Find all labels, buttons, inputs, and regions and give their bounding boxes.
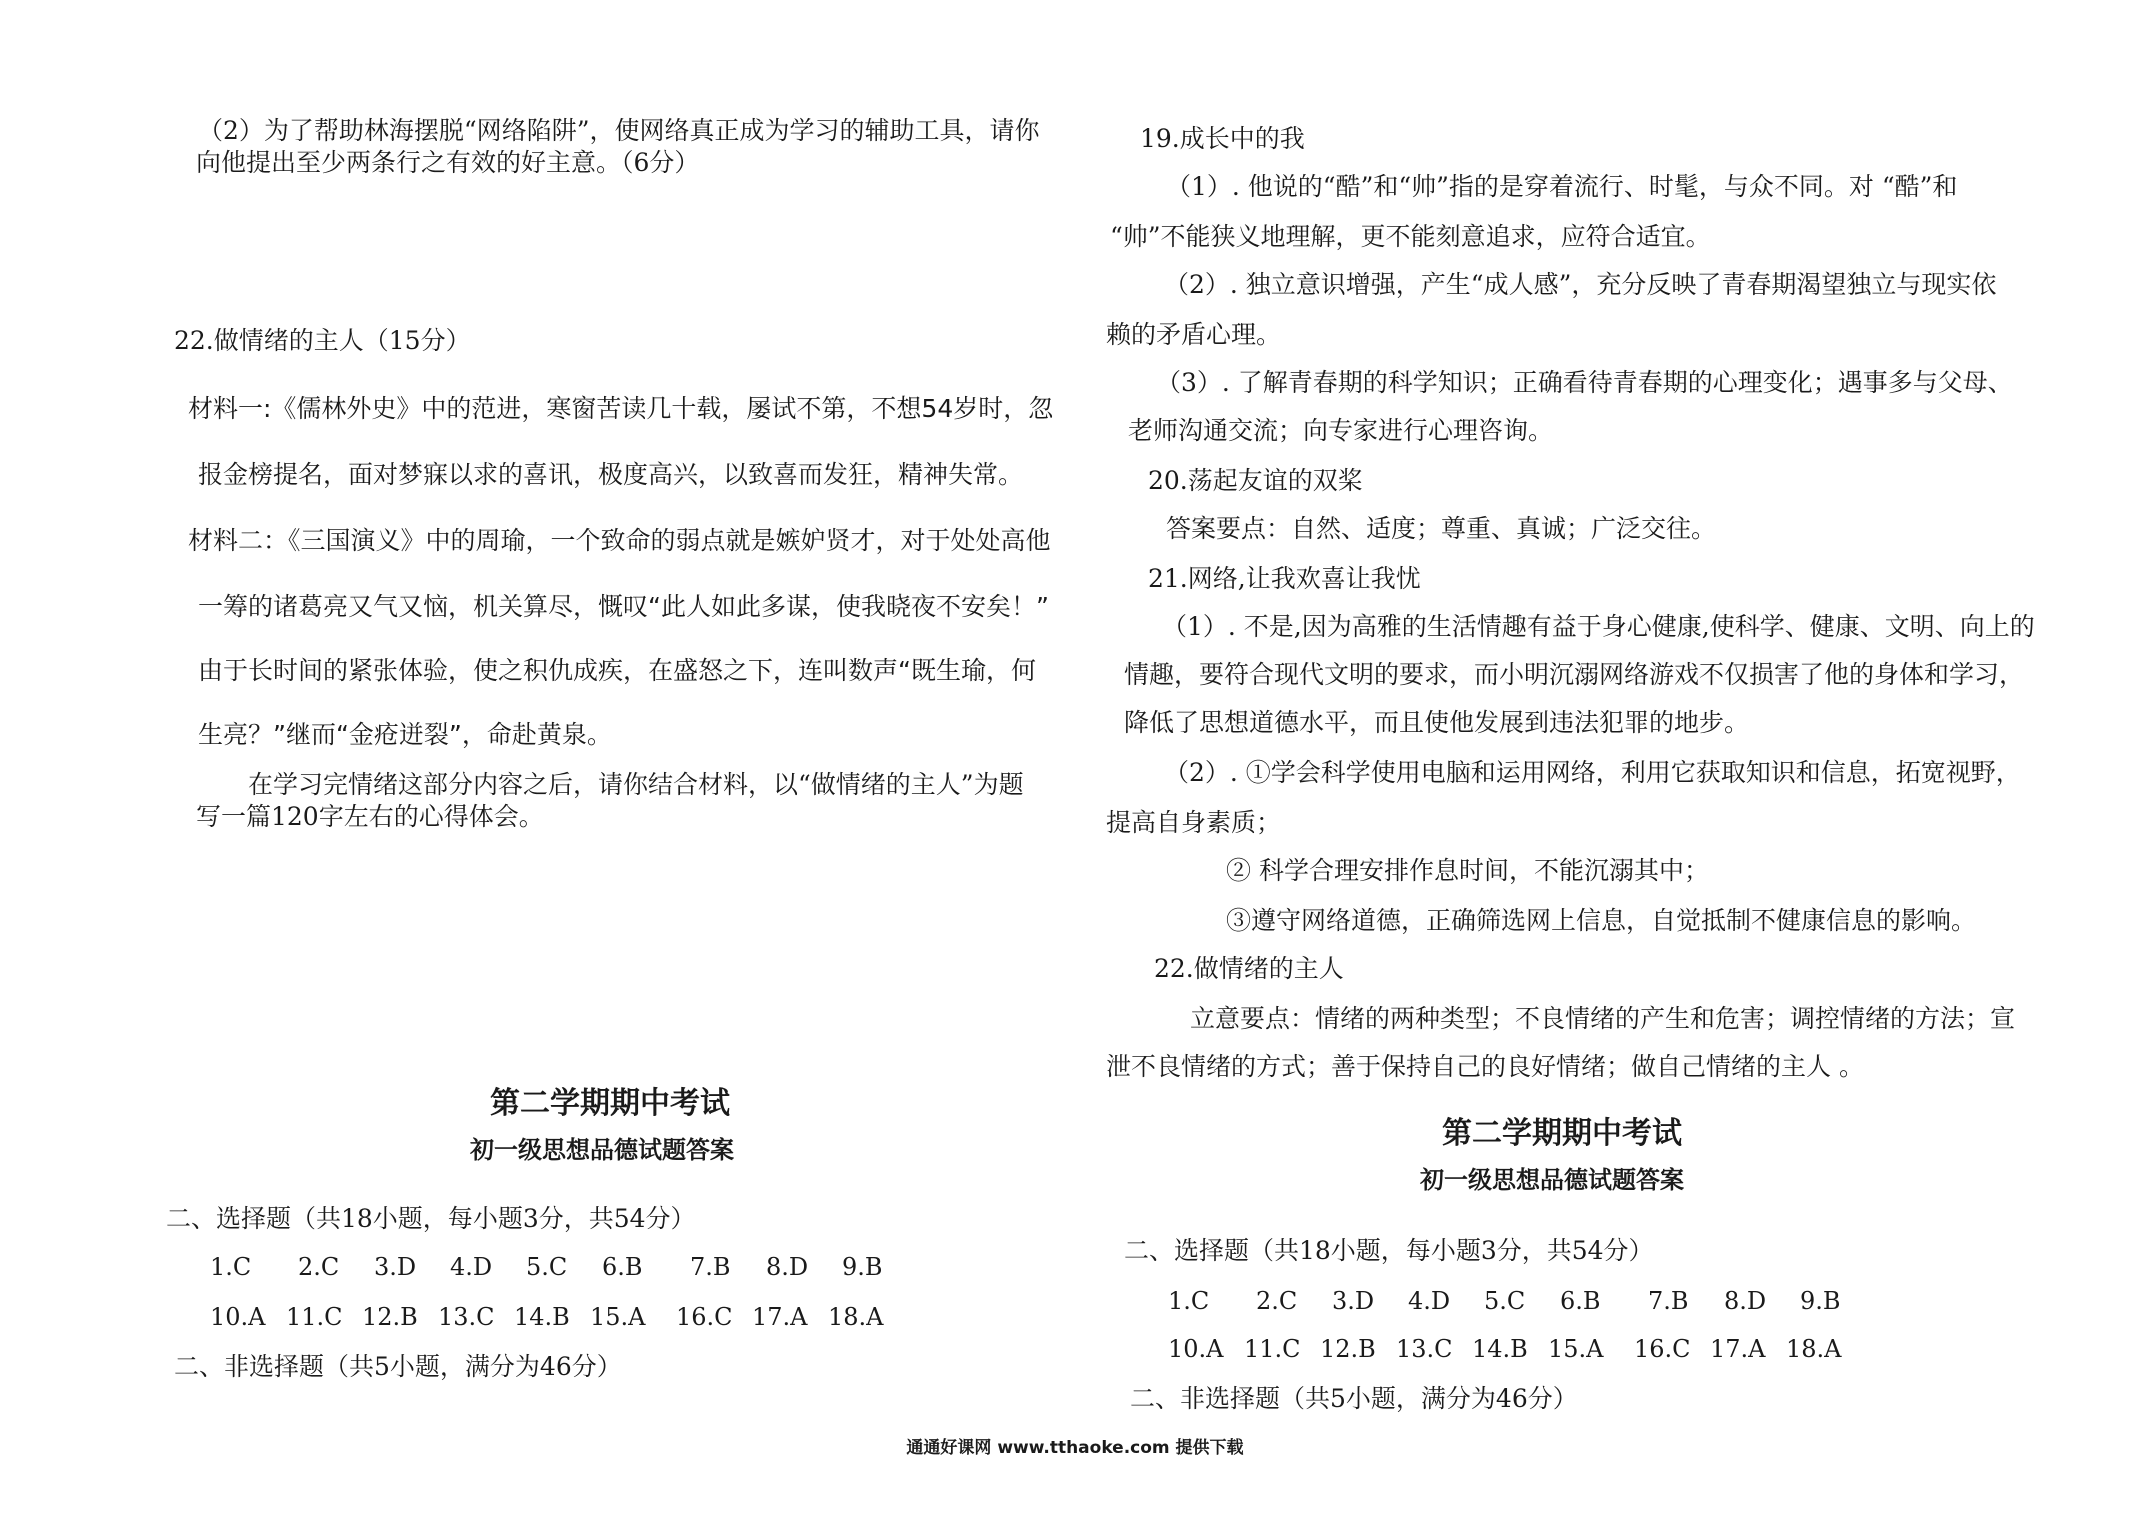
answer-item: 15.A: [1548, 1335, 1604, 1363]
answer-item: 5.C: [1484, 1287, 1526, 1315]
q19-2-line2: 赖的矛盾心理。: [1106, 320, 1282, 349]
material2-line1: 材料二：《三国演义》中的周瑜，一个致命的弱点就是嫉妒贤才，对于处处高他: [188, 526, 1051, 555]
answer-section1-left: 二、选择题（共18小题，每小题3分，共54分）: [166, 1204, 696, 1233]
answer-item: 3.D: [1332, 1287, 1375, 1315]
answer-item: 4.D: [450, 1253, 493, 1281]
q21-2-line2: 提高自身素质；: [1106, 808, 1282, 837]
answer-item: 2.C: [1256, 1287, 1298, 1315]
answer-item: 14.B: [1472, 1335, 1528, 1363]
material2-line2: 一筹的诸葛亮又气又恼，机关算尽，慨叹“此人如此多谋，使我晓夜不安矣！”: [198, 592, 1049, 621]
answer-item: 1.C: [1168, 1287, 1210, 1315]
answer-key-title-left: 第二学期期中考试: [490, 1086, 730, 1121]
answer-item: 8.D: [1724, 1287, 1767, 1315]
answer-item: 11.C: [286, 1303, 343, 1331]
q21-2-line3: ② 科学合理安排作息时间，不能沉溺其中；: [1226, 856, 1709, 885]
q22-answer-line2: 泄不良情绪的方式；善于保持自己的良好情绪；做自己情绪的主人 。: [1106, 1052, 1864, 1081]
answer-key-subtitle-right: 初一级思想品德试题答案: [1420, 1166, 1684, 1194]
q19-3-line1: （3）. 了解青春期的科学知识；正确看待青春期的心理变化；遇事多与父母、: [1156, 368, 2013, 397]
material2-line3: 由于长时间的紧张体验，使之积仇成疾，在盛怒之下，连叫数声“既生瑜，何: [198, 656, 1036, 685]
answer-item: 14.B: [514, 1303, 570, 1331]
q19-1-line1: （1）. 他说的“酷”和“帅”指的是穿着流行、时髦，与众不同。对 “酷”和: [1166, 172, 1958, 201]
q22-answer-line1: 立意要点：情绪的两种类型；不良情绪的产生和危害；调控情绪的方法；宣: [1190, 1004, 2016, 1033]
q22-answer-title: 22.做情绪的主人: [1154, 954, 1344, 983]
q19-3-line2: 老师沟通交流；向专家进行心理咨询。: [1128, 416, 1554, 445]
answer-key-subtitle-left: 初一级思想品德试题答案: [470, 1136, 734, 1164]
q19-title: 19.成长中的我: [1140, 124, 1305, 153]
q21-1-line2: 情趣，要符合现代文明的要求，而小明沉溺网络游戏不仅损害了他的身体和学习，: [1124, 660, 2025, 689]
footer-credit: 通通好课网 www.tthaoke.com 提供下载: [906, 1438, 1244, 1458]
answer-item: 10.A: [1168, 1335, 1224, 1363]
instruction-line1: 在学习完情绪这部分内容之后，请你结合材料，以“做情绪的主人”为题: [248, 770, 1024, 799]
answer-item: 9.B: [1800, 1287, 1841, 1315]
material1-line2: 报金榜提名，面对梦寐以求的喜讯，极度高兴，以致喜而发狂，精神失常。: [198, 460, 1024, 489]
answer-item: 9.B: [842, 1253, 883, 1281]
answer-row1-left: [210, 1250, 910, 1284]
q21-2-line1: （2）. ①学会科学使用电脑和运用网络，利用它获取知识和信息，拓宽视野，: [1164, 758, 2021, 787]
answer-item: 15.A: [590, 1303, 646, 1331]
answer-item: 3.D: [374, 1253, 417, 1281]
instruction-line2: 写一篇120字左右的心得体会。: [196, 802, 544, 831]
material2-line4: 生亮？”继而“金疮迸裂”，命赴黄泉。: [198, 720, 612, 749]
answer-item: 17.A: [1710, 1335, 1766, 1363]
answer-section1-right: 二、选择题（共18小题，每小题3分，共54分）: [1124, 1236, 1654, 1265]
answer-item: 4.D: [1408, 1287, 1451, 1315]
q21-title: 21.网络,让我欢喜让我忧: [1148, 564, 1421, 593]
answer-item: 18.A: [828, 1303, 884, 1331]
answer-row1-right: [1168, 1284, 1868, 1318]
answer-section2-right: 二、非选择题（共5小题，满分为46分）: [1130, 1384, 1578, 1413]
answer-item: 2.C: [298, 1253, 340, 1281]
answer-item: 7.B: [1648, 1287, 1689, 1315]
answer-item: 18.A: [1786, 1335, 1842, 1363]
answer-row2-left: [210, 1300, 910, 1334]
answer-item: 11.C: [1244, 1335, 1301, 1363]
answer-item: 13.C: [1396, 1335, 1453, 1363]
q21-1-line1: （1）. 不是,因为高雅的生活情趣有益于身心健康,使科学、健康、文明、向上的: [1162, 612, 2035, 641]
answer-item: 6.B: [1560, 1287, 1601, 1315]
q20-title: 20.荡起友谊的双桨: [1148, 466, 1363, 495]
answer-item: 1.C: [210, 1253, 252, 1281]
answer-item: 16.C: [676, 1303, 733, 1331]
answer-row2-right: [1168, 1332, 1868, 1366]
answer-item: 6.B: [602, 1253, 643, 1281]
answer-item: 10.A: [210, 1303, 266, 1331]
answer-item: 12.B: [362, 1303, 418, 1331]
q19-1-line2: “帅”不能狭义地理解，更不能刻意追求，应符合适宜。: [1110, 222, 1711, 251]
q22-title: 22.做情绪的主人（15分）: [174, 326, 471, 355]
answer-item: 8.D: [766, 1253, 809, 1281]
answer-item: 17.A: [752, 1303, 808, 1331]
q19-2-line1: （2）. 独立意识增强，产生“成人感”，充分反映了青春期渴望独立与现实依: [1164, 270, 1997, 299]
answer-section2-left: 二、非选择题（共5小题，满分为46分）: [174, 1352, 622, 1381]
answer-item: 13.C: [438, 1303, 495, 1331]
q21-2-line4: ③遵守网络道德，正确筛选网上信息，自觉抵制不健康信息的影响。: [1226, 906, 1977, 935]
answer-item: 7.B: [690, 1253, 731, 1281]
q21-part2-line2: 向他提出至少两条行之有效的好主意。（6分）: [196, 148, 700, 177]
answer-key-title-right: 第二学期期中考试: [1442, 1116, 1682, 1151]
q21-1-line3: 降低了思想道德水平，而且使他发展到违法犯罪的地步。: [1124, 708, 1750, 737]
q20-answer: 答案要点：自然、适度；尊重、真诚；广泛交往。: [1166, 514, 1717, 543]
answer-item: 5.C: [526, 1253, 568, 1281]
material1-line1: 材料一:《儒林外史》中的范进，寒窗苦读几十载，屡试不第，不想54岁时，忽: [188, 394, 1054, 423]
answer-item: 16.C: [1634, 1335, 1691, 1363]
q21-part2-line1: （2）为了帮助林海摆脱“网络陷阱”，使网络真正成为学习的辅助工具，请你: [198, 116, 1040, 145]
answer-item: 12.B: [1320, 1335, 1376, 1363]
